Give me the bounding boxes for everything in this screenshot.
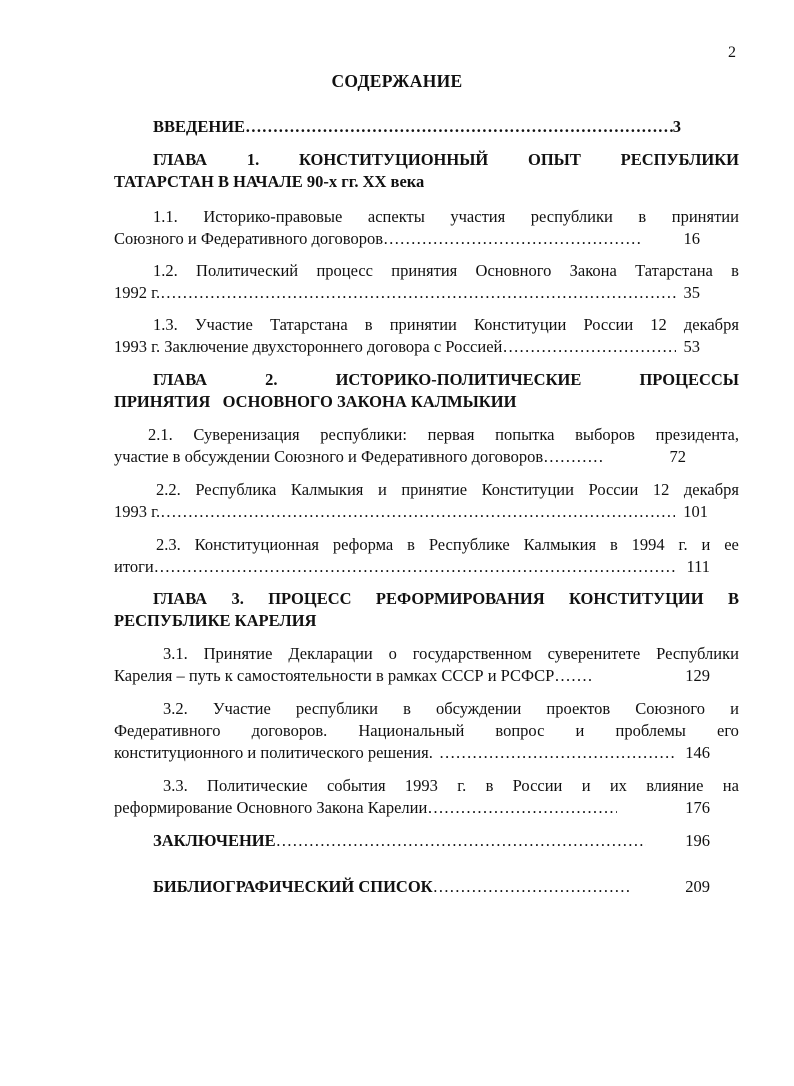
- toc-leader: [245, 116, 673, 138]
- word: вопрос: [495, 721, 545, 740]
- toc-label: конституционного и политического решения.: [114, 743, 433, 762]
- heading-word: ИСТОРИКО-ПОЛИТИЧЕСКИЕ: [335, 370, 582, 389]
- word: республики: [530, 207, 613, 226]
- word: президента,: [655, 425, 739, 444]
- heading-word: ПРОЦЕССЫ: [639, 370, 739, 389]
- toc-leader: [554, 665, 594, 687]
- word: Калмыкия: [290, 480, 364, 499]
- toc-page: 111: [686, 557, 710, 576]
- chapter-2-heading-line1[interactable]: [153, 369, 739, 391]
- toc-label: участие в обсуждении Союзного и Федеративного договоров: [114, 447, 544, 466]
- heading-word: КОНСТИТУЦИОННЫЙ: [298, 150, 489, 169]
- word: 1994: [631, 535, 665, 554]
- word: проектов: [546, 699, 611, 718]
- word: договоров.: [251, 721, 328, 740]
- word: и: [730, 699, 739, 718]
- heading-word: ГЛАВА: [153, 370, 208, 389]
- toc-page: 176: [685, 798, 710, 817]
- word: участия: [450, 207, 506, 226]
- word: проблемы: [615, 721, 686, 740]
- word: декабря: [683, 480, 739, 499]
- word: Национальный: [358, 721, 465, 740]
- toc-page: 129: [685, 666, 710, 685]
- word: 3.2.: [163, 699, 188, 718]
- word: г.: [678, 535, 688, 554]
- word: Республика: [195, 480, 277, 499]
- word: декабря: [683, 315, 739, 334]
- section-1-3-line2[interactable]: [114, 336, 700, 358]
- section-3-2-line3[interactable]: [114, 742, 710, 764]
- heading-word: ОПЫТ: [528, 150, 581, 169]
- word: Суверенизация: [193, 425, 300, 444]
- toc-leader: [276, 830, 646, 852]
- section-3-3-line2[interactable]: [114, 797, 710, 819]
- word: Основного: [475, 261, 552, 280]
- toc-page: 146: [685, 743, 710, 762]
- word: Декларации: [288, 644, 373, 663]
- toc-leader: [543, 446, 603, 468]
- word: суверенитете: [547, 644, 641, 663]
- word: и: [575, 721, 585, 740]
- word: Конституции: [473, 315, 567, 334]
- word: Союзного: [635, 699, 705, 718]
- toc-label: итоги: [114, 557, 154, 576]
- page-title: СОДЕРЖАНИЕ: [331, 71, 463, 91]
- toc-leader: [433, 876, 629, 898]
- word: события: [326, 776, 386, 795]
- word: России: [583, 315, 634, 334]
- toc-page: 72: [669, 447, 686, 466]
- heading-word: КОНСТИТУЦИИ: [569, 589, 704, 608]
- word: Принятие: [203, 644, 273, 663]
- toc-label: 1992 г.: [114, 283, 161, 302]
- toc-label: БИБЛИОГРАФИЧЕСКИЙ СПИСОК: [153, 877, 433, 896]
- heading-word: 1.: [246, 150, 260, 169]
- section-2-1-line1[interactable]: [148, 424, 739, 446]
- toc-page: 3: [672, 117, 681, 136]
- toc-entry-conclusion[interactable]: [153, 830, 710, 852]
- toc-page: 209: [685, 877, 710, 896]
- toc-label: 1993 г.: [114, 502, 161, 521]
- heading-word: ГЛАВА: [153, 150, 208, 169]
- word: 12: [652, 480, 670, 499]
- page-number: 2: [728, 44, 736, 61]
- toc-label: Карелия – путь к самостоятельности в рамках СССР и РСФСР: [114, 666, 555, 685]
- word: 1993: [404, 776, 438, 795]
- word: их: [609, 776, 627, 795]
- toc-leader: [154, 556, 679, 578]
- word: г.: [457, 776, 467, 795]
- word: влияние: [646, 776, 704, 795]
- word: Федеративного: [114, 721, 221, 740]
- word: принятие: [401, 480, 468, 499]
- toc-page: 35: [683, 283, 700, 302]
- word: Политические: [207, 776, 308, 795]
- toc-leader: [160, 501, 675, 523]
- section-1-2-line2[interactable]: [114, 282, 700, 304]
- word: и: [377, 480, 387, 499]
- word: ее: [724, 535, 739, 554]
- word: республики: [295, 699, 378, 718]
- section-3-2-line2[interactable]: [114, 720, 739, 742]
- word: в: [731, 261, 739, 280]
- section-3-2-line1[interactable]: [163, 698, 739, 720]
- toc-leader: [427, 797, 617, 819]
- toc-leader: [502, 336, 675, 358]
- word: Калмыкия: [523, 535, 597, 554]
- word: Конституционная: [194, 535, 319, 554]
- word: 1.3.: [153, 315, 178, 334]
- word: республики:: [320, 425, 407, 444]
- word: Татарстана: [269, 315, 348, 334]
- section-1-1-line1[interactable]: [153, 206, 739, 228]
- word: 3.1.: [163, 644, 188, 663]
- section-3-1-line1[interactable]: [163, 643, 739, 665]
- section-2-2-line1[interactable]: [156, 479, 739, 501]
- section-3-3-line1[interactable]: [163, 775, 739, 797]
- word: Участие: [194, 315, 253, 334]
- toc-label: реформирование Основного Закона Карелии: [114, 798, 428, 817]
- word: 2.1.: [148, 425, 173, 444]
- toc-entry-intro[interactable]: [153, 116, 681, 138]
- chapter-2-heading-line2: ПРИНЯТИЯ ОСНОВНОГО ЗАКОНА КАЛМЫКИИ: [114, 392, 517, 411]
- toc-leader: [383, 228, 643, 250]
- heading-word: ПРОЦЕСС: [268, 589, 352, 608]
- word: Закона: [569, 261, 617, 280]
- toc-label: ВВЕДЕНИЕ: [153, 117, 246, 136]
- word: 3.3.: [163, 776, 188, 795]
- word: Конституции: [481, 480, 574, 499]
- word: в: [638, 207, 647, 226]
- word: первая: [427, 425, 475, 444]
- heading-word: 3.: [231, 589, 244, 608]
- word: на: [722, 776, 739, 795]
- chapter-3-heading-line1[interactable]: [153, 588, 739, 610]
- heading-word: В: [727, 589, 739, 608]
- word: государственном: [412, 644, 532, 663]
- word: принятия: [391, 261, 458, 280]
- word: принятии: [671, 207, 739, 226]
- word: Историко-правовые: [203, 207, 343, 226]
- toc-label: Союзного и Федеративного договоров: [114, 229, 383, 248]
- word: попытка: [495, 425, 555, 444]
- word: в: [609, 535, 618, 554]
- toc-label: 1993 г. Заключение двухстороннего договора с Россией: [114, 337, 503, 356]
- word: реформа: [332, 535, 394, 554]
- heading-word: ГЛАВА: [153, 589, 208, 608]
- section-1-3-line1[interactable]: [153, 314, 739, 336]
- word: Республики: [656, 644, 739, 663]
- word: в: [407, 535, 415, 554]
- word: Республике: [428, 535, 510, 554]
- section-2-3-line1[interactable]: [156, 534, 739, 556]
- section-2-1-line2[interactable]: [114, 446, 700, 468]
- toc-label: ЗАКЛЮЧЕНИЕ: [153, 831, 276, 850]
- word: Участие: [212, 699, 271, 718]
- word: в: [403, 699, 411, 718]
- word: выборов: [575, 425, 635, 444]
- chapter-1-heading-line1[interactable]: [153, 149, 739, 171]
- toc-entry-bibliography[interactable]: [153, 876, 710, 898]
- word: России: [588, 480, 639, 499]
- chapter-3-heading-line2: РЕСПУБЛИКЕ КАРЕЛИЯ: [114, 611, 317, 630]
- word: обсуждении: [435, 699, 522, 718]
- heading-word: РЕСПУБЛИКИ: [620, 150, 739, 169]
- heading-word: РЕФОРМИРОВАНИЯ: [375, 589, 545, 608]
- word: 1.1.: [153, 207, 178, 226]
- word: в: [364, 315, 373, 334]
- word: 1.2.: [153, 261, 178, 280]
- word: и: [581, 776, 591, 795]
- toc-page: 196: [685, 831, 710, 850]
- word: 12: [650, 315, 667, 334]
- chapter-1-heading-line2: ТАТАРСТАН В НАЧАЛЕ 90-х гг. XX века: [114, 172, 425, 191]
- word: принятии: [389, 315, 457, 334]
- word: Татарстана: [635, 261, 713, 280]
- section-1-2-line1[interactable]: [153, 260, 739, 282]
- word: 2.3.: [156, 535, 181, 554]
- toc-leader: [160, 282, 675, 304]
- word: и: [701, 535, 711, 554]
- toc-page: 16: [683, 229, 700, 248]
- word: аспекты: [367, 207, 425, 226]
- word: в: [485, 776, 494, 795]
- heading-word: 2.: [265, 370, 278, 389]
- section-2-2-line2[interactable]: [114, 501, 708, 523]
- toc-leader: [433, 742, 677, 764]
- toc-page: 101: [683, 502, 708, 521]
- section-1-1-line2[interactable]: [114, 228, 700, 250]
- word: о: [388, 644, 397, 663]
- word: Политический: [196, 261, 299, 280]
- word: процесс: [316, 261, 373, 280]
- word: 2.2.: [156, 480, 181, 499]
- section-2-3-line2[interactable]: [114, 556, 710, 578]
- toc-page: 53: [683, 337, 700, 356]
- word: России: [512, 776, 563, 795]
- word: его: [717, 721, 739, 740]
- section-3-1-line2[interactable]: [114, 665, 710, 687]
